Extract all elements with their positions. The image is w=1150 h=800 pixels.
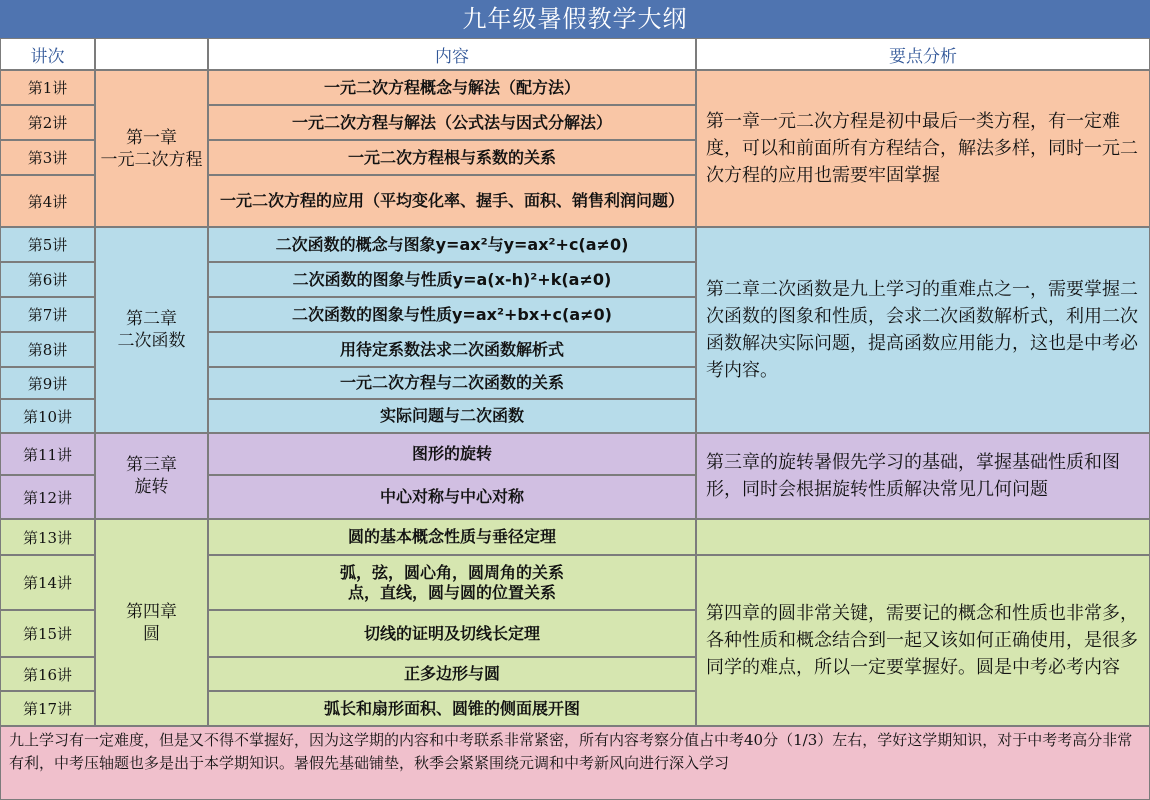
lecture-number: 第15讲 xyxy=(0,610,95,657)
lecture-number: 第5讲 xyxy=(0,227,95,262)
analysis-blank xyxy=(696,519,1150,555)
topic-cell: 一元二次方程根与系数的关系 xyxy=(208,140,696,175)
lecture-number: 第17讲 xyxy=(0,691,95,726)
topic-cell: 图形的旋转 xyxy=(208,433,696,475)
topic-cell: 一元二次方程概念与解法（配方法） xyxy=(208,70,696,105)
topic-cell: 实际问题与二次函数 xyxy=(208,399,696,433)
lecture-number: 第8讲 xyxy=(0,332,95,367)
lecture-number: 第1讲 xyxy=(0,70,95,105)
topic-cell: 用待定系数法求二次函数解析式 xyxy=(208,332,696,367)
topic-cell: 二次函数的概念与图象y=ax²与y=ax²+c(a≠0) xyxy=(208,227,696,262)
chapter-name: 第二章 二次函数 xyxy=(95,227,208,433)
topic-cell: 二次函数的图象与性质y=a(x-h)²+k(a≠0) xyxy=(208,262,696,297)
lecture-number: 第2讲 xyxy=(0,105,95,140)
topic-cell: 一元二次方程的应用（平均变化率、握手、面积、销售利润问题） xyxy=(208,175,696,227)
topic-cell: 切线的证明及切线长定理 xyxy=(208,610,696,657)
topic-cell: 弧，弦，圆心角，圆周角的关系 点，直线，圆与圆的位置关系 xyxy=(208,555,696,610)
lecture-number: 第6讲 xyxy=(0,262,95,297)
lecture-number: 第10讲 xyxy=(0,399,95,433)
lecture-number: 第14讲 xyxy=(0,555,95,610)
chapter-name: 第四章 圆 xyxy=(95,519,208,726)
chapter-analysis: 第二章二次函数是九上学习的重难点之一，需要掌握二次函数的图象和性质，会求二次函数解析式，利用二次函数解决实际问题，提高函数应用能力，这也是中考必考内容。 xyxy=(696,227,1150,433)
topic-cell: 中心对称与中心对称 xyxy=(208,475,696,519)
header-content: 内容 xyxy=(208,38,696,70)
footer-summary: 九上学习有一定难度，但是又不得不掌握好，因为这学期的内容和中考联系非常紧密，所有内容考察分值占中考40分（1/3）左右，学好这学期知识，对于中考考高分非常有利，中考压轴题也多是出于本学期知识。暑假先基础铺垫，秋季会紧紧围绕元调和中考新风向进行深入学习 xyxy=(0,726,1150,800)
topic-cell: 一元二次方程与二次函数的关系 xyxy=(208,367,696,399)
topic-cell: 圆的基本概念性质与垂径定理 xyxy=(208,519,696,555)
lecture-number: 第3讲 xyxy=(0,140,95,175)
header-lecture: 讲次 xyxy=(0,38,95,70)
topic-cell: 弧长和扇形面积、圆锥的侧面展开图 xyxy=(208,691,696,726)
lecture-number: 第4讲 xyxy=(0,175,95,227)
chapter-name: 第三章 旋转 xyxy=(95,433,208,519)
lecture-number: 第12讲 xyxy=(0,475,95,519)
header-chapter-blank xyxy=(95,38,208,70)
header-analysis: 要点分析 xyxy=(696,38,1150,70)
topic-cell: 二次函数的图象与性质y=ax²+bx+c(a≠0) xyxy=(208,297,696,332)
lecture-number: 第7讲 xyxy=(0,297,95,332)
chapter-analysis: 第四章的圆非常关键，需要记的概念和性质也非常多，各种性质和概念结合到一起又该如何正确使用，是很多同学的难点，所以一定要掌握好。圆是中考必考内容 xyxy=(696,555,1150,726)
lecture-number: 第11讲 xyxy=(0,433,95,475)
lecture-number: 第9讲 xyxy=(0,367,95,399)
lecture-number: 第13讲 xyxy=(0,519,95,555)
topic-cell: 一元二次方程与解法（公式法与因式分解法） xyxy=(208,105,696,140)
chapter-analysis: 第一章一元二次方程是初中最后一类方程，有一定难度，可以和前面所有方程结合，解法多样，同时一元二次方程的应用也需要牢固掌握 xyxy=(696,70,1150,227)
chapter-name: 第一章 一元二次方程 xyxy=(95,70,208,227)
chapter-analysis: 第三章的旋转暑假先学习的基础，掌握基础性质和图形，同时会根据旋转性质解决常见几何问题 xyxy=(696,433,1150,519)
topic-cell: 正多边形与圆 xyxy=(208,657,696,691)
lecture-number: 第16讲 xyxy=(0,657,95,691)
page-title: 九年级暑假教学大纲 xyxy=(0,0,1150,38)
